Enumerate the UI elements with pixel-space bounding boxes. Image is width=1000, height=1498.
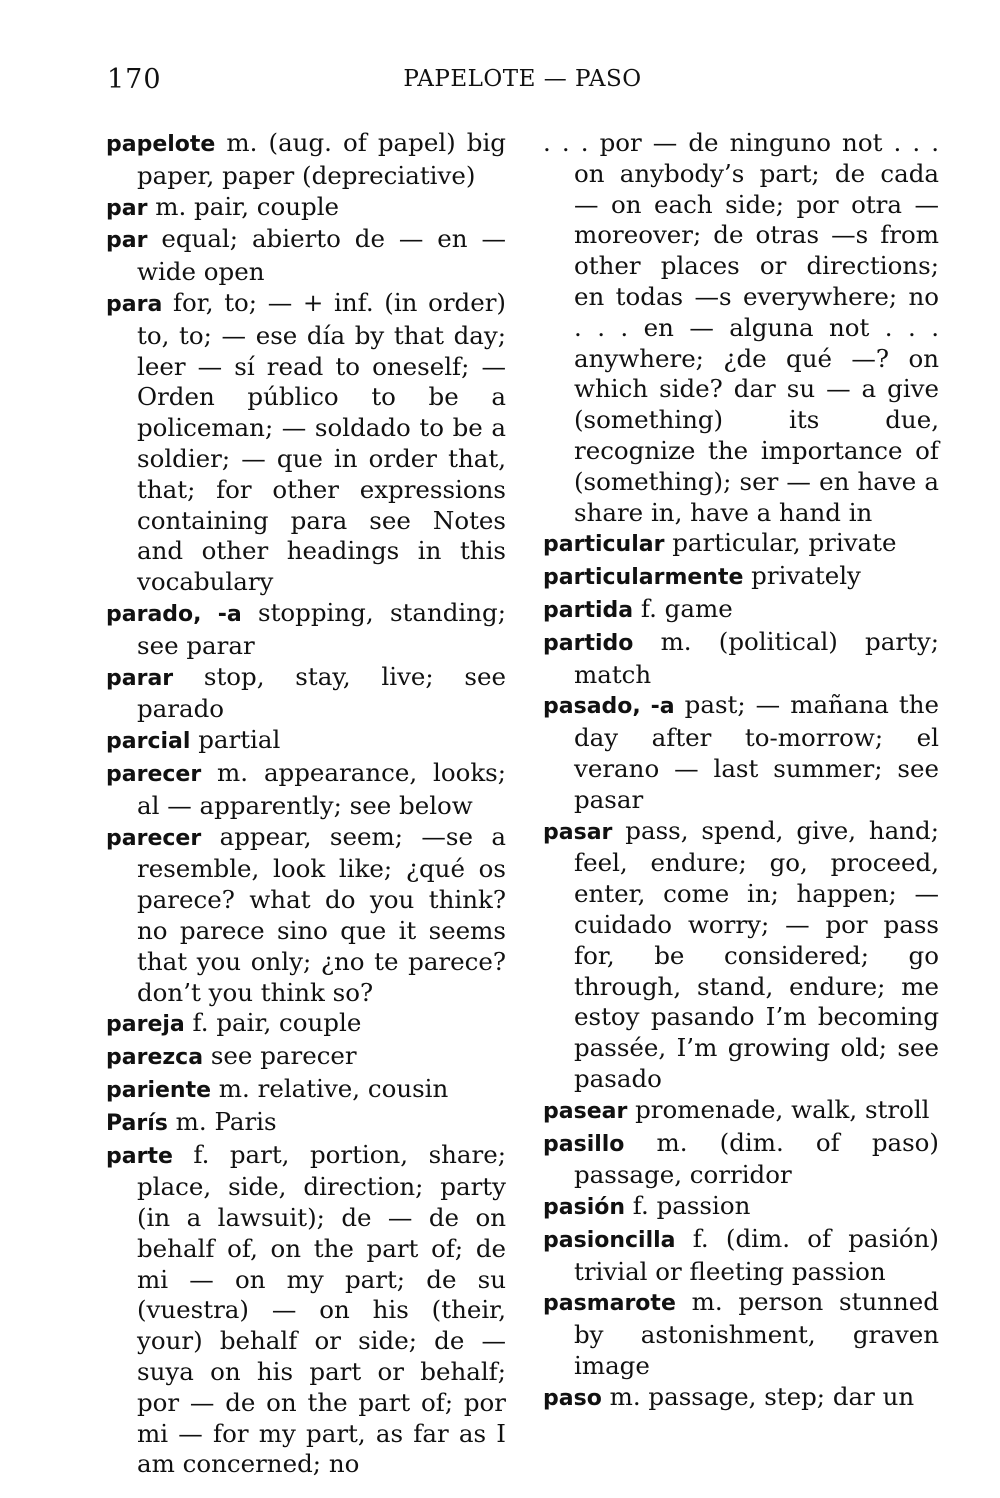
entry-headword: parezca: [106, 1045, 204, 1071]
page-number: 170: [107, 64, 162, 95]
dictionary-entry: [106, 128, 506, 192]
entry-definition: pass, spend, give, hand; feel, endure; go, proceed, enter, come in; happen; — cuidado worry; — por pass for, be considered; go through, stand, endure; me estoy pasando I’m becoming passée, I’m growing old; see pasado: [574, 815, 939, 1093]
dictionary-entry: [543, 627, 939, 691]
entry-headword: par: [106, 228, 148, 254]
entry-definition: f. passion: [625, 1191, 751, 1221]
entry-headword: parte: [106, 1143, 173, 1169]
dictionary-entry: [543, 561, 939, 594]
dictionary-entry: [106, 822, 506, 1009]
entry-definition: m. appearance, looks; al — apparently; see below: [137, 757, 506, 820]
dictionary-entry: [106, 288, 506, 598]
entry-headword: París: [106, 1110, 168, 1136]
entry-definition: f. part, portion, share; place, side, direction; party (in a lawsuit); de — de on behalf of, on the part of; de mi — on my part; de su (vuestra) — on his (their, your) behalf or side; de — suya on his part or behalf; por — de on the part of; por mi — for my part, as far as I am concerned; no: [137, 1139, 506, 1479]
entry-headword: paso: [543, 1385, 602, 1411]
entry-headword: parecer: [106, 825, 202, 851]
dictionary-entry: [106, 224, 506, 288]
entry-definition: m. person stunned by astonishment, graven image: [574, 1287, 939, 1381]
dictionary-entry: [543, 594, 939, 627]
entry-definition: f. pair, couple: [184, 1008, 362, 1038]
entry-definition: m. (dim. of paso) passage, corridor: [574, 1127, 939, 1190]
dictionary-entry: [106, 192, 506, 225]
entry-definition: partial: [190, 725, 281, 755]
entry-headword: parcial: [106, 729, 191, 755]
entry-definition: equal; abierto de — en — wide open: [137, 224, 506, 287]
dictionary-entry: [543, 128, 939, 528]
entry-definition: see parecer: [203, 1041, 357, 1071]
entry-headword: particular: [543, 532, 665, 558]
entry-headword: papelote: [106, 132, 216, 157]
entry-definition: f. (dim. of pasión) trivial or fleeting passion: [574, 1223, 939, 1286]
entry-headword: pasear: [543, 1098, 628, 1124]
entry-headword: pasar: [543, 819, 613, 845]
entry-headword: pasado, -a: [543, 694, 675, 720]
entry-definition: promenade, walk, stroll: [627, 1094, 930, 1124]
dictionary-entry: [543, 816, 939, 1095]
entry-headword: para: [106, 291, 163, 317]
entry-definition: . . . por — de ninguno not . . . on anybody’s part; de cada — on each side; por otra — moreover; de otras —s from other places or directions; en todas —s everywhere; no . . . en — alguna not . . . anywhere; ¿de qué —? on which side? dar su — a give (something) its due, recognize the importance of (something); ser — en have a share in, have a hand in: [543, 128, 939, 527]
entry-headword: pariente: [106, 1077, 212, 1103]
dictionary-entry: [543, 1128, 939, 1192]
entry-definition: stopping, standing; see parar: [137, 597, 506, 660]
entry-definition: particular, private: [664, 528, 897, 558]
entry-headword: parar: [106, 665, 174, 691]
entry-headword: pasión: [543, 1195, 626, 1221]
dictionary-entry: [106, 1140, 506, 1481]
entry-definition: m. pair, couple: [147, 191, 340, 221]
dictionary-entry: [106, 1107, 506, 1140]
dictionary-entry: [106, 758, 506, 822]
entry-headword: partida: [543, 597, 634, 623]
entry-definition: m. (aug. of papel) big paper, paper (depreciative): [137, 128, 506, 190]
entry-definition: past; — mañana the day after to-morrow; el verano — last summer; see pasar: [574, 690, 939, 814]
entry-headword: parado, -a: [106, 601, 242, 627]
dictionary-entry: [106, 1074, 506, 1107]
right-column: [543, 128, 939, 1415]
dictionary-entry: [543, 1191, 939, 1224]
entry-definition: for, to; — + inf. (in order) to, to; — ese día by that day; leer — sí read to oneself; — Orden público to be a policeman; — soldado to be a soldier; — que in order that, that; for other expressions containing para see Notes and other headings in this vocabulary: [137, 287, 506, 597]
dictionary-entry: [106, 598, 506, 662]
entry-definition: privately: [743, 561, 861, 591]
entry-headword: par: [106, 195, 148, 221]
entry-headword: parecer: [106, 761, 202, 787]
entry-definition: m. Paris: [167, 1106, 277, 1136]
dictionary-entry: [543, 1095, 939, 1128]
entry-headword: partido: [543, 630, 634, 656]
dictionary-entry: [106, 1041, 506, 1074]
entry-headword: particularmente: [543, 565, 744, 591]
entry-definition: m. (political) party; match: [574, 626, 939, 689]
dictionary-entry: [106, 662, 506, 726]
entry-definition: m. relative, cousin: [211, 1073, 449, 1103]
left-column: [106, 128, 506, 1480]
dictionary-entry: [543, 1224, 939, 1288]
entry-headword: pasioncilla: [543, 1227, 676, 1253]
entry-definition: stop, stay, live; see parado: [137, 661, 506, 724]
dictionary-entry: [543, 1287, 939, 1381]
dictionary-entry: [106, 1008, 506, 1041]
entry-headword: pasmarote: [543, 1291, 676, 1317]
page-header: [105, 60, 940, 104]
dictionary-entry: [543, 528, 939, 561]
entry-definition: f. game: [633, 593, 733, 623]
dictionary-entry: [543, 1382, 939, 1415]
entry-definition: appear, seem; —se a resemble, look like; ¿qué os parece? what do you think? no parece sino que it seems that you only; ¿no te parece? don’t you think so?: [137, 821, 506, 1007]
entry-definition: m. passage, step; dar un: [601, 1381, 915, 1411]
dictionary-entry: [106, 725, 506, 758]
running-head: PAPELOTE — PASO: [403, 66, 642, 92]
entry-headword: pareja: [106, 1012, 185, 1038]
dictionary-entry: [543, 690, 939, 815]
entry-headword: pasillo: [543, 1131, 625, 1157]
